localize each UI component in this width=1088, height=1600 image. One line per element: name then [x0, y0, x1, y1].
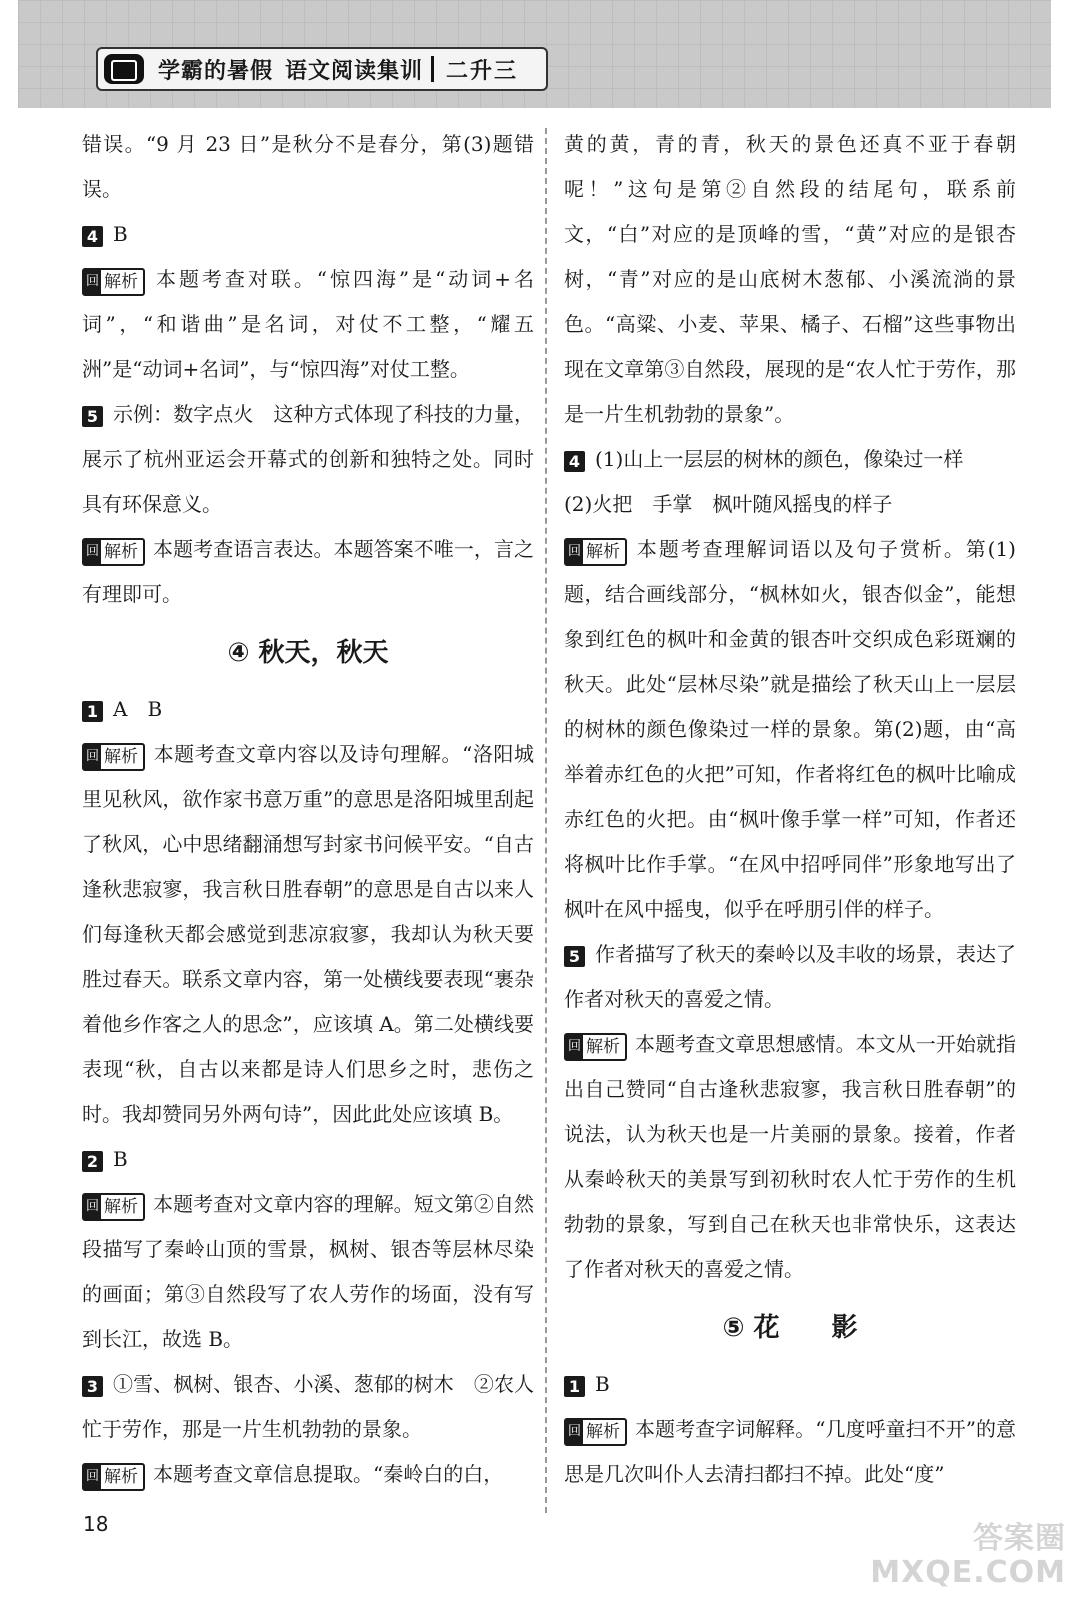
- question-number-badge: 4: [82, 226, 103, 247]
- answer-4: [82, 212, 534, 257]
- header-title-bar: [96, 47, 548, 91]
- question-number-badge: 3: [82, 1376, 103, 1397]
- analysis-5: [82, 527, 534, 617]
- paragraph: 黄的黄，青的青，秋天的景色还真不亚于春朝呢！”这句是第②自然段的结尾句，联系前文，“白”对应的是顶峰的雪，“黄”对应的是银杏树，“青”对应的是山底树木葱郁、小溪流淌的景色。“高粱、小麦、苹果、橘子、石榴”这些事物出现在文章第③自然段，展现的是“农人忙于劳作，那是一片生机勃勃的景象”。: [564, 132, 1016, 426]
- analysis-icon: 回: [566, 1420, 583, 1444]
- question-number-badge: 1: [564, 1376, 585, 1397]
- analysis-text: 本题考查文章内容以及诗句理解。“洛阳城里见秋风，欲作家书意万重”的意思是洛阳城里刮起了秋风，心中思绪翻涌想写封家书问候平安。“自古逢秋悲寂寥，我言秋日胜春朝”的意思是自古以来人们每逢秋天都会感觉到悲凉寂寥，我却认为秋天要胜过春天。联系文章内容，第一处横线要表现“裹杂着他乡作客之人的思念”，应该填 A。第二处横线要表现“秋，自古以来都是诗人们思乡之时，悲伤之时。我却赞同另外两句诗”，因此此处应该填 B。: [82, 742, 534, 1126]
- analysis-tag: 回 解析: [82, 1463, 145, 1491]
- grade-label: 二升三: [446, 58, 519, 84]
- watermark-line-2: MXQE.COM: [870, 1555, 1066, 1590]
- analysis-icon: 回: [84, 540, 101, 564]
- book-subtitle: 语文阅读集训: [285, 58, 424, 84]
- analysis-1: [564, 1407, 1016, 1497]
- analysis-tag: 回 解析: [564, 1418, 627, 1446]
- question-number-badge: 5: [82, 406, 103, 427]
- analysis-icon: 回: [84, 745, 101, 769]
- analysis-text: 本题考查文章思想感情。本文从一开始就指出自己赞同“自古逢秋悲寂寥，我言秋日胜春朝”的说法，认为秋天也是一片美丽的景象。接着，作者从秦岭秋天的美景写到初秋时农人忙于劳作的生机勃勃的景象，写到自己在秋天也非常快乐，这表达了作者对秋天的喜爱之情。: [564, 1032, 1016, 1281]
- analysis-tag: 回 解析: [564, 538, 627, 566]
- analysis-3: [82, 1452, 534, 1497]
- answer-text: 示例：数字点火 这种方式体现了科技的力量，展示了杭州亚运会开幕式的创新和独特之处。同时具有环保意义。: [82, 402, 534, 516]
- analysis-tag: 回 解析: [82, 538, 145, 566]
- answer-text: A B: [113, 697, 163, 721]
- answer-text: B: [595, 1372, 610, 1396]
- page-number: 18: [83, 1512, 109, 1536]
- analysis-text: 本题考查对文章内容的理解。短文第②自然段描写了秦岭山顶的雪景，枫树、银杏等层林尽染的画面；第③自然段写了农人劳作的场面，没有写到长江，故选 B。: [82, 1192, 534, 1351]
- analysis-text: 本题考查字词解释。“几度呼童扫不开”的意思是几次叫仆人去清扫都扫不掉。此处“度”: [564, 1417, 1016, 1486]
- analysis-icon: 回: [566, 540, 583, 564]
- analysis-tag: 回 解析: [82, 743, 145, 771]
- answer-2: [82, 1137, 534, 1182]
- answer-1: [82, 687, 534, 732]
- analysis-tag: 回 解析: [564, 1033, 627, 1061]
- column-divider: [545, 128, 547, 1513]
- answer-text: B: [113, 222, 128, 246]
- right-column: [564, 122, 1016, 1497]
- answer-5: [564, 932, 1016, 1022]
- answer-text: ①雪、枫树、银杏、小溪、葱郁的树木 ②农人忙于劳作，那是一片生机勃勃的景象。: [82, 1372, 534, 1441]
- analysis-text: 本题考查对联。“惊四海”是“动词+名词”，“和谐曲”是名词，对仗不工整，“耀五洲”是“动词+名词”，与“惊四海”对仗工整。: [82, 267, 534, 381]
- question-number-badge: 5: [564, 946, 585, 967]
- section-title: ④ 秋天，秋天: [227, 638, 389, 668]
- analysis-text: 本题考查语言表达。本题答案不唯一，言之有理即可。: [82, 537, 534, 606]
- answer-text: 作者描写了秋天的秦岭以及丰收的场景，表达了作者对秋天的喜爱之情。: [564, 942, 1016, 1011]
- book-icon: [104, 54, 144, 84]
- analysis-text: 本题考查理解词语以及句子赏析。第(1)题，结合画线部分，“枫林如火，银杏似金”，能想象到红色的枫叶和金黄的银杏叶交织成色彩斑斓的秋天。此处“层林尽染”就是描绘了秋天山上一层层的树林的颜色像染过一样的景象。第(2)题，由“高举着赤红色的火把”可知，作者将红色的枫叶比喻成赤红色的火把。由“枫叶像手掌一样”可知，作者还将枫叶比作手掌。“在风中招呼同伴”形象地写出了枫叶在风中摇曳，似乎在呼朋引伴的样子。: [564, 537, 1016, 921]
- title-separator: [431, 56, 434, 82]
- question-number-badge: 4: [564, 451, 585, 472]
- analysis-tag: 回 解析: [82, 1193, 145, 1221]
- left-column: [82, 122, 534, 1497]
- section-title: ⑤ 花 影: [722, 1313, 858, 1343]
- answer-4-part2: (2)火把 手掌 枫叶随风摇曳的样子: [564, 492, 893, 516]
- analysis-icon: 回: [566, 1035, 583, 1059]
- answer-text: (1)山上一层层的树林的颜色，像染过一样: [595, 447, 964, 471]
- analysis-2: [82, 1182, 534, 1362]
- watermark: [870, 1522, 1066, 1590]
- analysis-icon: 回: [84, 1465, 101, 1489]
- analysis-tag: 回 解析: [82, 268, 145, 296]
- analysis-icon: 回: [84, 1195, 101, 1219]
- analysis-1: [82, 732, 534, 1137]
- analysis-icon: 回: [84, 270, 101, 294]
- answer-5: [82, 392, 534, 527]
- question-number-badge: 1: [82, 701, 103, 722]
- paragraph: 错误。“9 月 23 日”是秋分不是春分，第(3)题错误。: [82, 132, 534, 201]
- answer-3: [82, 1362, 534, 1452]
- analysis-text: 本题考查文章信息提取。“秦岭白的白，: [153, 1462, 504, 1486]
- answer-1: [564, 1362, 1016, 1407]
- analysis-5: [564, 1022, 1016, 1292]
- answer-text: B: [113, 1147, 128, 1171]
- analysis-4: [564, 527, 1016, 932]
- question-number-badge: 2: [82, 1151, 103, 1172]
- watermark-line-1: 答案圈: [973, 1521, 1066, 1556]
- page-header: [18, 0, 1051, 108]
- book-title: 学霸的暑假: [158, 58, 274, 84]
- analysis-4: [82, 257, 534, 392]
- answer-4: [564, 437, 1016, 482]
